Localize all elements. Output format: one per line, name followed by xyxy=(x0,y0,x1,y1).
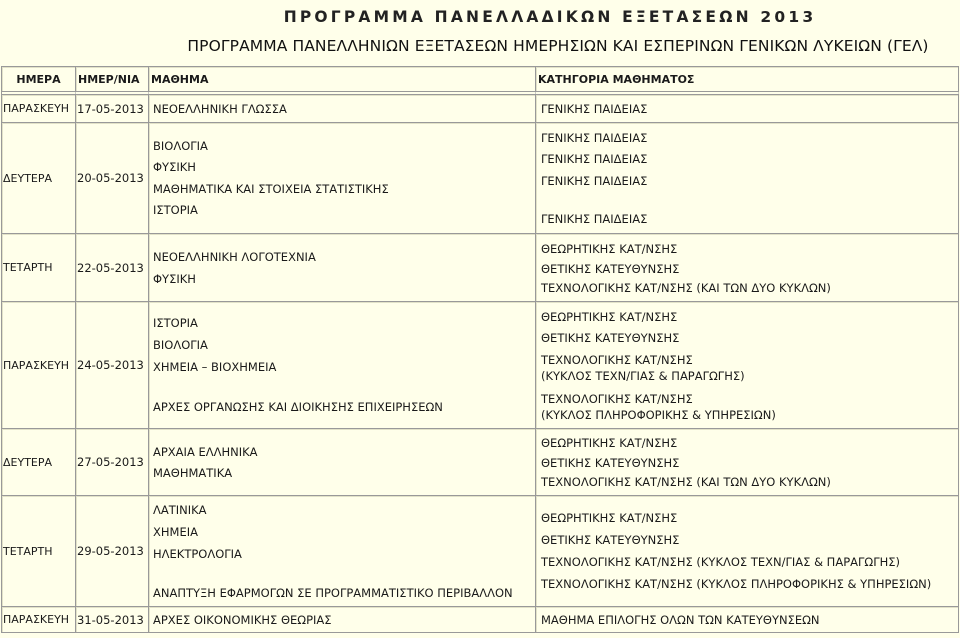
subject-cell xyxy=(149,234,536,302)
day-cell: ΠΑΡΑΣΚΕΥΗ xyxy=(2,302,76,429)
category-cell xyxy=(536,302,959,429)
category-text: ΤΕΧΝΟΛΟΓΙΚΗΣ ΚΑΤ/ΝΣΗΣ (ΚΥΚΛΟΣ ΠΛΗΡΟΦΟΡΙΚΗΣ & ΥΠΗΡΕΣΙΩΝ) xyxy=(541,577,932,591)
category-text: ΓΕΝΙΚΗΣ ΠΑΙΔΕΙΑΣ xyxy=(541,131,648,145)
column-header-category: ΚΑΤΗΓΟΡΙΑ ΜΑΘΗΜΑΤΟΣ xyxy=(536,67,959,95)
category-text: ΘΕΩΡΗΤΙΚΗΣ ΚΑΤ/ΝΣΗΣ xyxy=(541,309,678,324)
column-header-day: ΗΜΕΡΑ xyxy=(2,67,76,95)
category-text: ΘΕΩΡΗΤΙΚΗΣ ΚΑΤ/ΝΣΗΣ xyxy=(541,435,678,450)
subject-cell xyxy=(149,95,536,123)
table-row xyxy=(2,429,959,496)
date-cell: 24-05-2013 xyxy=(76,302,149,429)
day-cell: ΔΕΥΤΕΡΑ xyxy=(2,123,76,234)
category-text: ΤΕΧΝΟΛΟΓΙΚΗΣ ΚΑΤ/ΝΣΗΣ xyxy=(541,352,693,367)
page-title: ΠΡΟΓΡΑΜΜΑ ΠΑΝΕΛΛΑΔΙΚΩΝ ΕΞΕΤΑΣΕΩΝ 2013 xyxy=(283,8,817,26)
subject-cell xyxy=(149,607,536,633)
category-text: ΘΕΤΙΚΗΣ ΚΑΤΕΥΘΥΝΣΗΣ xyxy=(541,261,680,276)
date-cell: 29-05-2013 xyxy=(76,496,149,607)
category-text: ΘΕΩΡΗΤΙΚΗΣ ΚΑΤ/ΝΣΗΣ xyxy=(541,511,678,525)
date-cell: 22-05-2013 xyxy=(76,234,149,302)
day-cell: ΤΕΤΑΡΤΗ xyxy=(2,234,76,302)
subject-text: ΦΥΣΙΚΗ xyxy=(153,160,196,174)
table-row xyxy=(2,95,959,123)
day-cell: ΔΕΥΤΕΡΑ xyxy=(2,429,76,496)
subject-text: ΧΗΜΕΙΑ xyxy=(153,524,198,539)
column-header-subject: ΜΑΘΗΜΑ xyxy=(149,67,536,95)
category-cell xyxy=(536,123,959,234)
category-cell xyxy=(536,429,959,496)
category-text: ΘΕΤΙΚΗΣ ΚΑΤΕΥΘΥΝΣΗΣ xyxy=(541,533,680,547)
subject-text: ΧΗΜΕΙΑ – ΒΙΟΧΗΜΕΙΑ xyxy=(153,360,277,374)
category-text: ΤΕΧΝΟΛΟΓΙΚΗΣ ΚΑΤ/ΝΣΗΣ (ΚΑΙ ΤΩΝ ΔΥΟ ΚΥΚΛΩΝ) xyxy=(541,280,831,295)
category-text: ΘΕΤΙΚΗΣ ΚΑΤΕΥΘΥΝΣΗΣ xyxy=(541,455,680,470)
category-text: ΓΕΝΙΚΗΣ ΠΑΙΔΕΙΑΣ xyxy=(541,212,648,226)
category-cell xyxy=(536,234,959,302)
table-row xyxy=(2,302,959,429)
category-text: ΓΕΝΙΚΗΣ ΠΑΙΔΕΙΑΣ xyxy=(541,101,648,116)
table-header-row xyxy=(2,67,959,95)
subject-text: ΑΝΑΠΤΥΞΗ ΕΦΑΡΜΟΓΩΝ ΣΕ ΠΡΟΓΡΑΜΜΑΤΙΣΤΙΚΟ ΠΕΡΙΒΑΛΛΟΝ xyxy=(153,585,513,600)
category-text: ΘΕΩΡΗΤΙΚΗΣ ΚΑΤ/ΝΣΗΣ xyxy=(541,241,678,256)
day-cell: ΠΑΡΑΣΚΕΥΗ xyxy=(2,607,76,633)
category-text: ΤΕΧΝΟΛΟΓΙΚΗΣ ΚΑΤ/ΝΣΗΣ (ΚΑΙ ΤΩΝ ΔΥΟ ΚΥΚΛΩΝ) xyxy=(541,474,831,489)
subject-text: ΛΑΤΙΝΙΚΑ xyxy=(153,502,207,517)
subject-text: ΝΕΟΕΛΛΗΝΙΚΗ ΓΛΩΣΣΑ xyxy=(153,101,287,116)
subject-text: ΦΥΣΙΚΗ xyxy=(153,271,196,286)
subject-cell xyxy=(149,123,536,234)
category-text: ΓΕΝΙΚΗΣ ΠΑΙΔΕΙΑΣ xyxy=(541,152,648,166)
subject-text: ΑΡΧΑΙΑ ΕΛΛΗΝΙΚΑ xyxy=(153,444,258,459)
subject-text: ΒΙΟΛΟΓΙΑ xyxy=(153,338,208,352)
page-subtitle: ΠΡΟΓΡΑΜΜΑ ΠΑΝΕΛΛΗΝΙΩΝ ΕΞΕΤΑΣΕΩΝ ΗΜΕΡΗΣΙΩΝ ΚΑΙ ΕΣΠΕΡΙΝΩΝ ΓΕΝΙΚΩΝ ΛΥΚΕΙΩΝ (ΓΕΛ) xyxy=(187,37,929,55)
subject-cell xyxy=(149,429,536,496)
table-row xyxy=(2,607,959,633)
date-cell: 27-05-2013 xyxy=(76,429,149,496)
category-text: (ΚΥΚΛΟΣ ΠΛΗΡΟΦΟΡΙΚΗΣ & ΥΠΗΡΕΣΙΩΝ) xyxy=(541,407,776,422)
subject-text: ΙΣΤΟΡΙΑ xyxy=(153,316,198,330)
category-text: ΤΕΧΝΟΛΟΓΙΚΗΣ ΚΑΤ/ΝΣΗΣ (ΚΥΚΛΟΣ ΤΕΧΝ/ΓΙΑΣ & ΠΑΡΑΓΩΓΗΣ) xyxy=(541,555,901,569)
subject-text: ΑΡΧΕΣ ΟΙΚΟΝΟΜΙΚΗΣ ΘΕΩΡΙΑΣ xyxy=(153,612,332,627)
category-text: ΜΑΘΗΜΑ ΕΠΙΛΟΓΗΣ ΟΛΩΝ ΤΩΝ ΚΑΤΕΥΘΥΝΣΕΩΝ xyxy=(541,612,820,627)
table-row xyxy=(2,496,959,607)
day-cell: ΤΕΤΑΡΤΗ xyxy=(2,496,76,607)
date-cell: 31-05-2013 xyxy=(76,607,149,633)
subject-text: ΒΙΟΛΟΓΙΑ xyxy=(153,139,208,153)
category-cell xyxy=(536,496,959,607)
category-cell xyxy=(536,95,959,123)
subject-cell xyxy=(149,496,536,607)
subject-text: ΝΕΟΕΛΛΗΝΙΚΗ ΛΟΓΟΤΕΧΝΙΑ xyxy=(153,249,316,264)
category-text: ΓΕΝΙΚΗΣ ΠΑΙΔΕΙΑΣ xyxy=(541,174,648,188)
subject-text: ΑΡΧΕΣ ΟΡΓΑΝΩΣΗΣ ΚΑΙ ΔΙΟΙΚΗΣΗΣ ΕΠΙΧΕΙΡΗΣΕΩΝ xyxy=(153,400,443,414)
subject-text: ΜΑΘΗΜΑΤΙΚΑ ΚΑΙ ΣΤΟΙΧΕΙΑ ΣΤΑΤΙΣΤΙΚΗΣ xyxy=(153,182,389,196)
column-header-date: ΗΜΕΡ/ΝΙΑ xyxy=(76,67,149,95)
table-row xyxy=(2,123,959,234)
date-cell: 17-05-2013 xyxy=(76,95,149,123)
category-text: (ΚΥΚΛΟΣ ΤΕΧΝ/ΓΙΑΣ & ΠΑΡΑΓΩΓΗΣ) xyxy=(541,368,745,383)
subject-text: ΙΣΤΟΡΙΑ xyxy=(153,203,198,217)
subject-text: ΗΛΕΚΤΡΟΛΟΓΙΑ xyxy=(153,546,242,561)
day-cell: ΠΑΡΑΣΚΕΥΗ xyxy=(2,95,76,123)
exam-schedule-table xyxy=(1,66,959,633)
date-cell: 20-05-2013 xyxy=(76,123,149,234)
subject-text: ΜΑΘΗΜΑΤΙΚΑ xyxy=(153,465,233,480)
table-row xyxy=(2,234,959,302)
category-text: ΘΕΤΙΚΗΣ ΚΑΤΕΥΘΥΝΣΗΣ xyxy=(541,330,680,345)
category-cell xyxy=(536,607,959,633)
category-text: ΤΕΧΝΟΛΟΓΙΚΗΣ ΚΑΤ/ΝΣΗΣ xyxy=(541,391,693,406)
subject-cell xyxy=(149,302,536,429)
